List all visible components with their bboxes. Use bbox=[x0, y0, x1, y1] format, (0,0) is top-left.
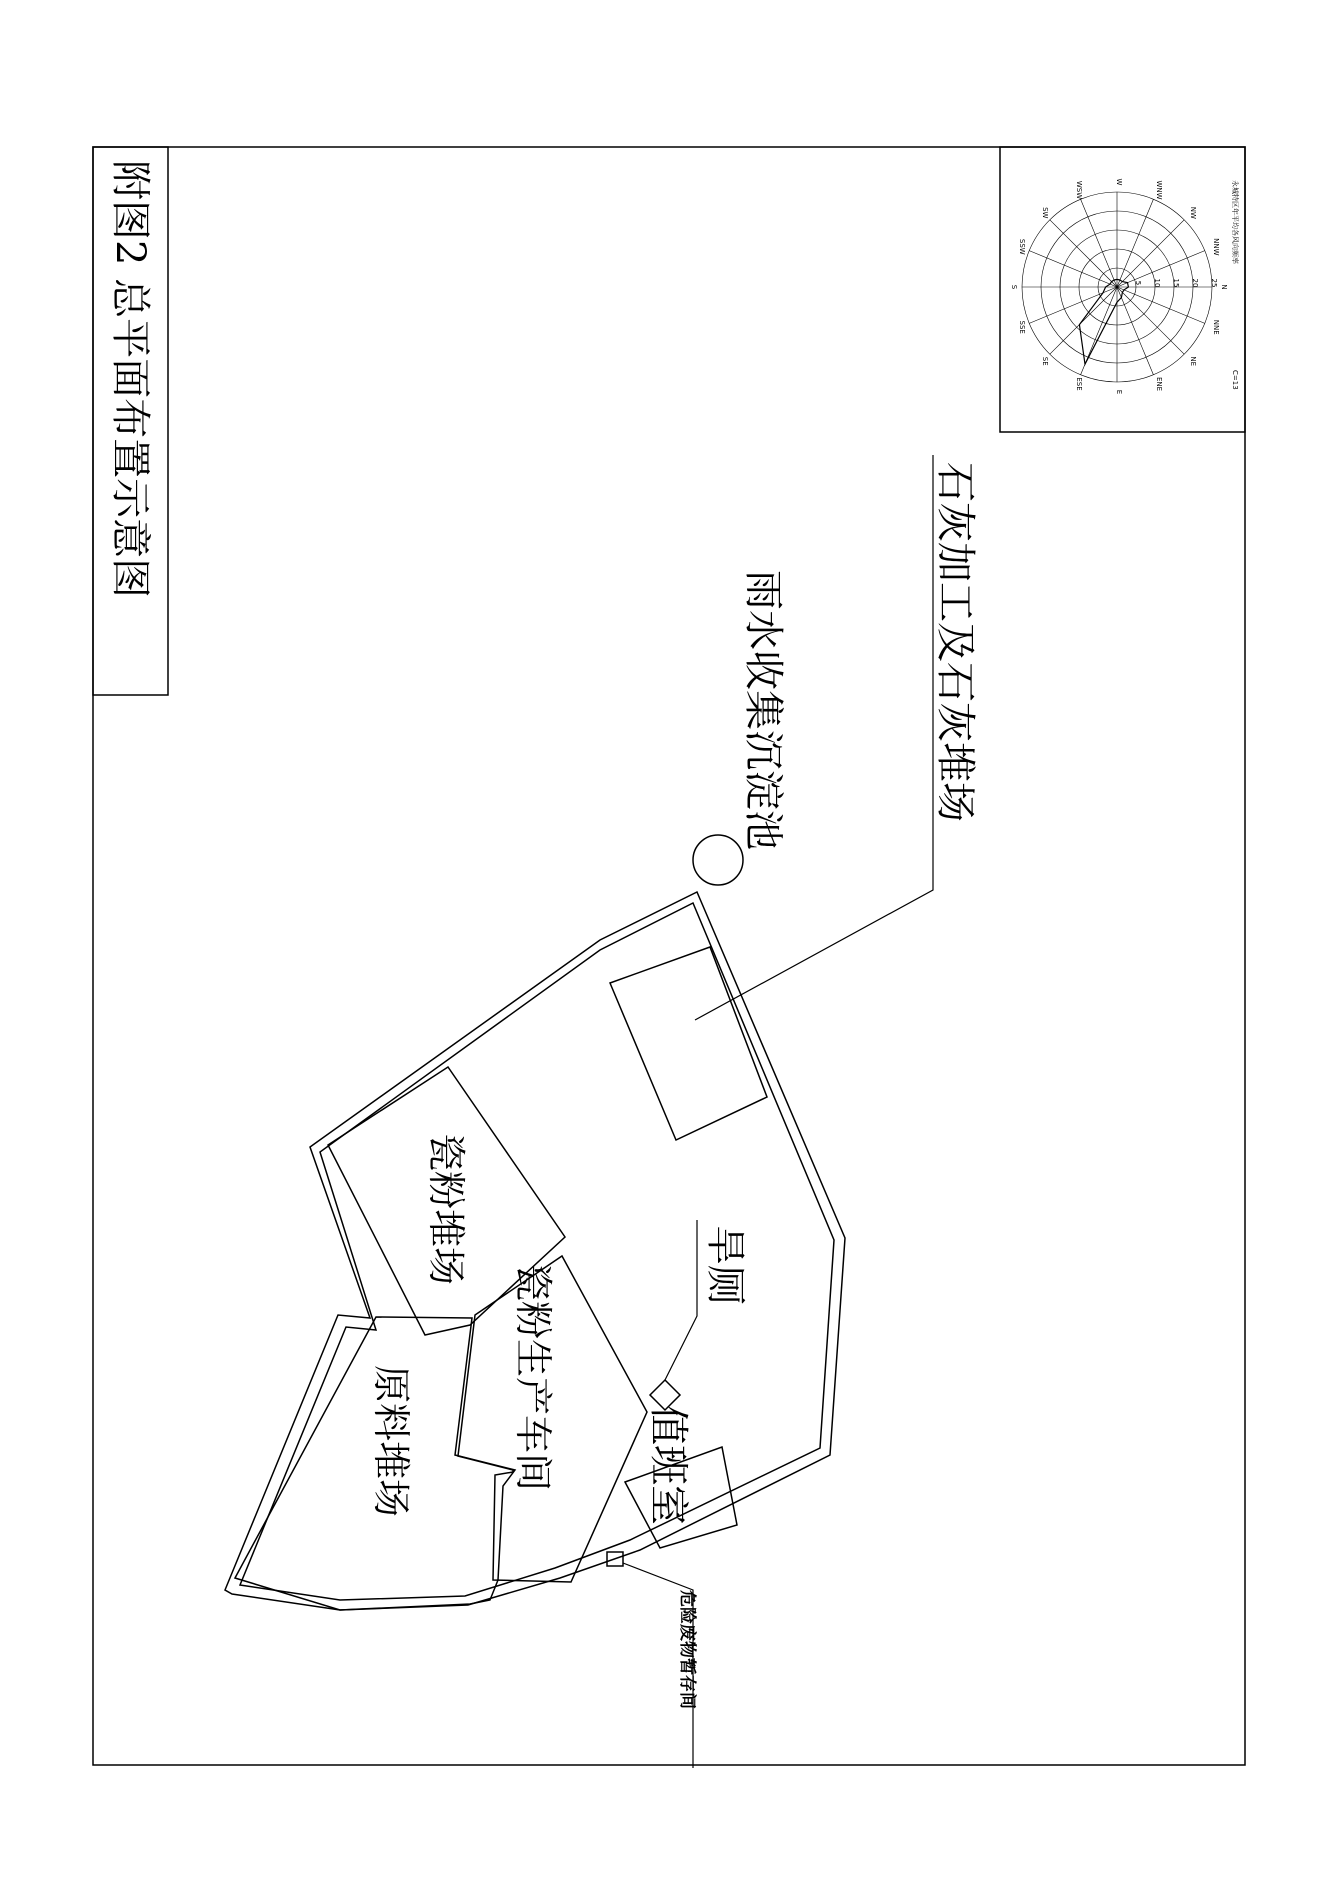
label-toilet: 旱厕 bbox=[702, 1225, 748, 1305]
lime-storage-area bbox=[610, 947, 767, 1140]
wind-rose-spoke bbox=[1117, 287, 1205, 323]
wind-rose-spoke bbox=[1117, 199, 1153, 287]
wind-rose-direction-label: SW bbox=[1040, 207, 1049, 219]
label-porcelain-yard: 瓷粉堆场 bbox=[424, 1133, 468, 1286]
wind-rose-direction-label: E bbox=[1115, 389, 1123, 395]
wind-rose-direction-label: SSE bbox=[1018, 320, 1026, 334]
wind-rose-direction-label: SSW bbox=[1018, 238, 1026, 255]
drawing-title: 附图2 总平面布置示意图 bbox=[107, 160, 153, 599]
wind-rose-title: 永城特区年平均各风向频率 bbox=[1231, 180, 1239, 264]
wind-rose-spoke bbox=[1050, 220, 1117, 287]
site-boundary-outer bbox=[225, 892, 845, 1610]
lime-leader-line bbox=[695, 455, 933, 1020]
wind-rose-scale-label: 25 bbox=[1210, 278, 1218, 288]
wind-rose-grid bbox=[1022, 192, 1212, 382]
wind-rose-scale-label: 15 bbox=[1172, 278, 1180, 288]
wind-rose-direction-label: S bbox=[1010, 284, 1018, 290]
wind-rose-spoke bbox=[1117, 287, 1153, 375]
wind-rose-direction-label: WSW bbox=[1074, 180, 1083, 200]
label-raw-material-yard: 原料堆场 bbox=[369, 1365, 413, 1518]
wind-rose-direction-label: NW bbox=[1189, 206, 1198, 219]
wind-rose-direction-label: W bbox=[1115, 178, 1123, 186]
wind-rose-scale-label: 20 bbox=[1191, 278, 1199, 288]
label-duty-room: 值班室 bbox=[645, 1405, 691, 1525]
wind-rose-scale-labels bbox=[1134, 279, 1218, 288]
rain-collection-pool bbox=[693, 835, 743, 885]
wind-rose-direction-label: ENE bbox=[1155, 376, 1164, 392]
label-hazard-storage: 危险废物暂存间 bbox=[677, 1590, 697, 1709]
label-porcelain-workshop: 瓷粉生产车间 bbox=[511, 1263, 555, 1492]
wind-rose-direction-label: N bbox=[1220, 284, 1228, 290]
wind-rose-direction-label: WNW bbox=[1155, 180, 1164, 200]
wind-rose-calm: C=13 bbox=[1231, 370, 1239, 390]
wind-rose-spoke bbox=[1029, 251, 1117, 287]
wind-rose-direction-label: NNW bbox=[1212, 238, 1220, 256]
label-lime-processing: 石灰加工及石灰堆场 bbox=[932, 462, 978, 822]
wind-rose-direction-label: SE bbox=[1040, 356, 1049, 366]
wind-rose-frequency-polygon bbox=[1079, 279, 1128, 364]
wind-rose-spoke bbox=[1117, 220, 1184, 287]
label-rain-pool: 雨水收集沉淀池 bbox=[740, 570, 786, 850]
wind-rose bbox=[1000, 147, 1245, 432]
toilet-leader-line bbox=[665, 1220, 697, 1380]
wind-rose-scale-label: 5 bbox=[1134, 280, 1142, 286]
wind-rose-spoke bbox=[1029, 287, 1117, 323]
wind-rose-spoke bbox=[1081, 199, 1117, 287]
wind-rose-direction-label: NNE bbox=[1212, 319, 1220, 335]
wind-rose-direction-label: ESE bbox=[1074, 377, 1083, 391]
wind-rose-spoke bbox=[1117, 287, 1184, 354]
wind-rose-scale-label: 10 bbox=[1153, 278, 1161, 288]
wind-rose-direction-label: NE bbox=[1189, 356, 1198, 367]
